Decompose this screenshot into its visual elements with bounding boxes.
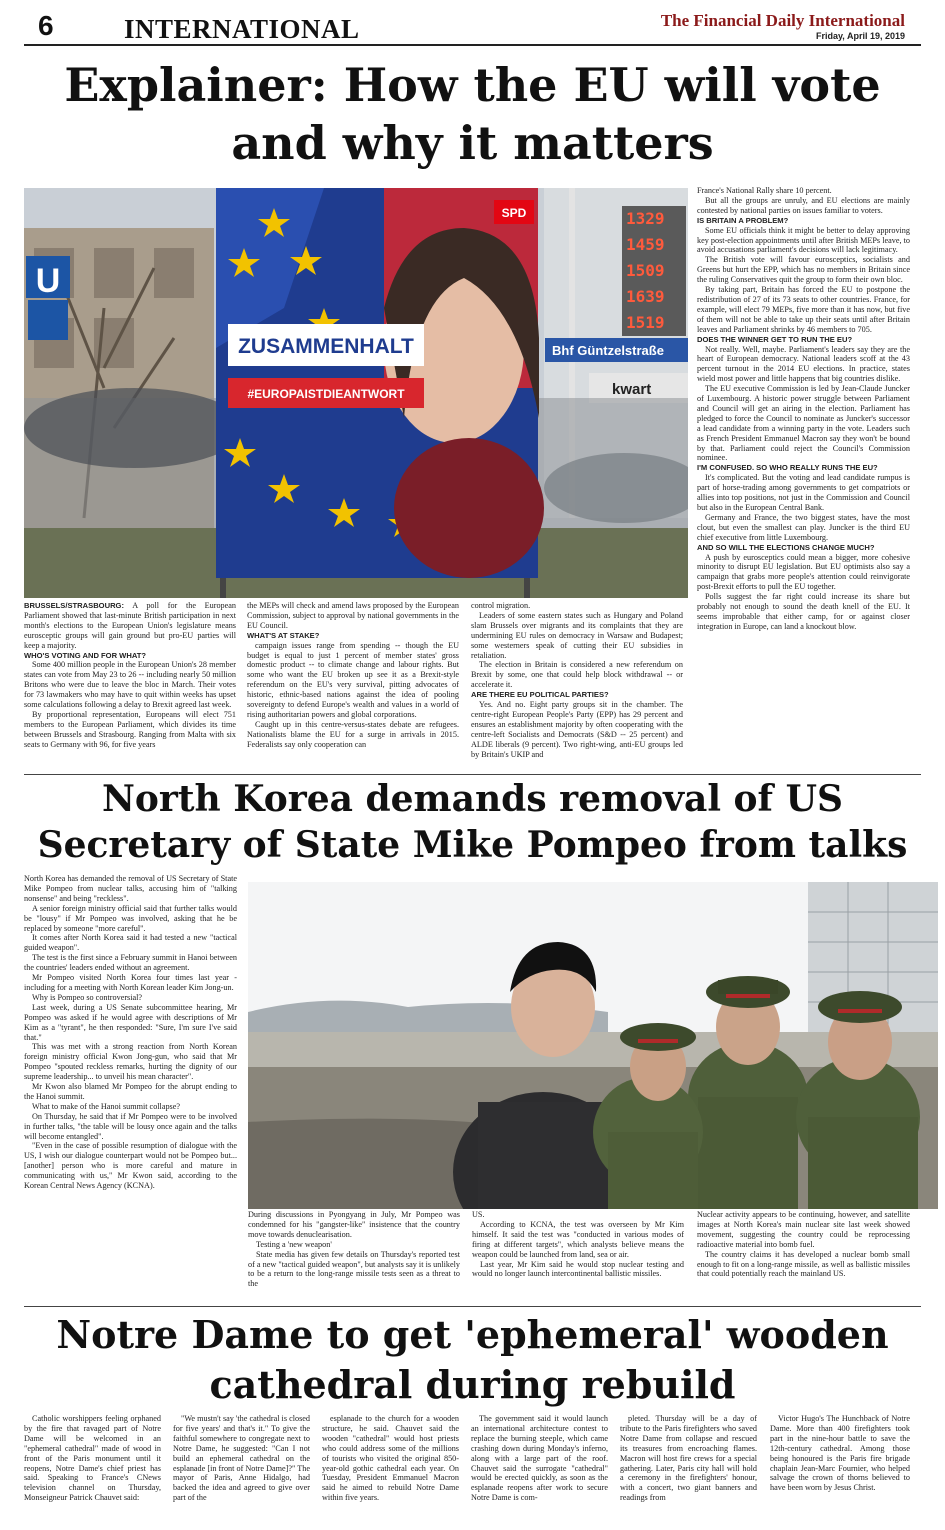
article1-paragraph: It's complicated. But the voting and lead candidate rumpus is part of horse-trading among governments to get compatriots or allies into top positions, not just in the Commission and Council but also in the European Central Bank. xyxy=(697,473,910,512)
article2-paragraph: The test is the first since a February summit in Hanoi between the countries' leaders ended without an agreement. xyxy=(24,953,237,973)
article2-paragraph: Nuclear activity appears to be continuing, however, and satellite images at North Korea's main nuclear site last week showed movement, suggesting the country could be reprocessing radioactive material into bomb fuel. xyxy=(697,1210,910,1249)
newspaper-name: The Financial Daily International xyxy=(660,11,905,30)
election-poster-photo xyxy=(24,188,688,598)
article3-paragraph: Catholic worshippers feeling orphaned by the fire that ravaged part of Notre Dame will be welcomed in an "ephemeral cathedral" made of wood in front of the Paris monument until it reopens, Notre Dame's chief priest has said. Speaking to France's CNews television channel on Thursday, Monseigneur Patrick Chauvet said: xyxy=(24,1414,161,1503)
masthead-rule xyxy=(24,44,921,46)
article2-paragraph: What to make of the Hanoi summit collapse? xyxy=(32,1101,181,1111)
article2-paragraph: During discussions in Pyongyang in July, Mr Pompeo was condemned for his "gangster-like" insistence that the country move towards denuclearisation. xyxy=(248,1210,460,1239)
article2-headline-line2: Secretary of State Mike Pompeo from talks xyxy=(37,824,908,866)
article3-headline-line2: cathedral during rebuild xyxy=(209,1362,736,1407)
article1-paragraph: the MEPs will check and amend laws proposed by the European Commission, subject to approval by national governments in the EU Council. xyxy=(247,601,459,630)
poster-party-text: SPD xyxy=(501,206,527,220)
article1-subhead: AND SO WILL THE ELECTIONS CHANGE MUCH? xyxy=(697,542,875,552)
article2-paragraph: It comes after North Korea said it had tested a new "tactical guided weapon". xyxy=(24,933,237,953)
article1-headline-line1: Explainer: How the EU will vote xyxy=(64,58,881,112)
article2-paragraph: North Korea has demanded the removal of US Secretary of State Mike Pompeo from nuclear talks, accusing him of "talking nonsense" and being "reckless". xyxy=(24,874,237,903)
section-title: INTERNATIONAL xyxy=(124,14,360,44)
issue-date: Friday, April 19, 2019 xyxy=(815,31,905,41)
article2-paragraph: Why is Pompeo so controversial? xyxy=(32,992,143,1002)
article1-subhead: WHO'S VOTING AND FOR WHAT? xyxy=(24,650,147,660)
fuel-price-1: 1329 xyxy=(626,209,665,228)
article1-paragraph: By taking part, Britain has forced the EU to postpone the redistribution of 27 of its 73 seats to other countries. France, for example, will elect 79 MEPs, five more than it has now, but five of them will not be able to take up their seats until after Britain leaves and Parliament shrinks by 46 members to 705. xyxy=(697,285,910,334)
fuel-price-5: 1519 xyxy=(626,313,665,332)
article2-headline xyxy=(24,776,921,868)
article2-paragraph: A senior foreign ministry official said that further talks would be "lousy" if Mr Pompeo was involved, asking that he be replaced by someone "more careful". xyxy=(24,903,237,933)
article3-column-1 xyxy=(24,1414,161,1526)
article3-column-5 xyxy=(620,1414,757,1526)
article-divider xyxy=(24,1306,921,1307)
article1-paragraph: The British vote will favour eurosceptics, socialists and Greens but hurt the EPP, which has no members in Britain since the ruling Conservatives quit the group to form their own bloc. xyxy=(697,255,910,285)
u-bahn-sign-text: U xyxy=(35,262,61,300)
article2-paragraph: This was met with a strong reaction from North Korean foreign ministry official Kwon Jong-gun, who said that Mr Pompeo "spouted reckless remarks, hurting the dignity of our supreme leadership... to unveil his mean character". xyxy=(24,1042,237,1082)
article1-paragraph: campaign issues range from spending -- though the EU budget is equal to just 1 percent of member states' gross domestic product -- to climate change and labour rights. But some who want the EU broken up see it as a Brexit-style referendum on the EU's very survival, pitting advocates of historic, ethnic-based nations against the idea of pooling sovereignty to defend Europe's wealth and values in a world of rising authoritarian powers and global corporations. xyxy=(247,640,459,719)
article3-paragraph: pleted. Thursday will be a day of tribute to the Paris firefighters who saved Notre Dame from collapse and rescued its treasures from encroaching flames. Macron will host fire crews for a special gathering. Later, Paris city hall will hold a ceremony in the firefighters' honour, with a concert, two giant banners and readings from xyxy=(620,1414,757,1503)
article1-dateline: BRUSSELS/STRASBOURG: xyxy=(24,601,124,610)
article1-subhead: WHAT'S AT STAKE? xyxy=(247,630,320,640)
article2-column-4 xyxy=(697,1210,910,1304)
article2-photo xyxy=(248,882,938,1209)
article2-paragraph: Last week, during a US Senate subcommittee hearing, Mr Pompeo was asked if he would agree with descriptions of Mr Kim as a "tyrant", he then responded: "Sure, I'm sure I've said that." xyxy=(24,1002,237,1042)
article2-paragraph: Mr Kwon also blamed Mr Pompeo for the abrupt ending to the Hanoi summit. xyxy=(24,1082,237,1101)
fuel-price-3: 1509 xyxy=(626,261,665,280)
article1-paragraph: Germany and France, the two biggest states, have the most clout, but even the smallest can play. Juncker is the third EU chief executive from little Luxembourg. xyxy=(697,512,910,542)
article1-paragraph: A push by eurosceptics could mean a bigger, more cohesive minority to disrupt EU legislation. But EU optimists also say a campaign that grabs more people's attention could reinvigorate post-Brexit efforts to pull the EU together. xyxy=(697,552,910,592)
article2-paragraph: On Thursday, he said that if Mr Pompeo were to be involved in further talks, "the table will be lousy once again and the talks will become entangled". xyxy=(24,1111,237,1141)
article3-column-2 xyxy=(173,1414,310,1526)
article3-headline xyxy=(24,1310,921,1410)
article1-photo xyxy=(24,188,688,598)
article3-paragraph: "We mustn't say 'the cathedral is closed for five years' and that's it." To give the faithful somewhere to congregate next to Notre Dame, he suggested: "Can I not build an ephemeral cathedral on the esplanade [in front of Notre Dame]?" The mayor of Paris, Anne Hidalgo, had backed the idea and agreed to give over part of the xyxy=(173,1414,310,1503)
article1-headline xyxy=(24,56,921,172)
article1-paragraph: France's National Rally share 10 percent. xyxy=(697,186,832,195)
station-sign-text: Bhf Güntzelstraße xyxy=(552,343,664,358)
article3-paragraph: The government said it would launch an international architecture contest to replace the burning steeple, which came crashing down during Monday's inferno, along with a large part of the roof. Chauvet said the surrogate "cathedral" would be erected quickly, as soon as the esplanade reopens after work to secure Notre Dame is com- xyxy=(471,1414,608,1503)
article1-column-1 xyxy=(24,601,236,771)
article1-column-2 xyxy=(247,601,459,771)
article1-paragraph: The EU executive Commission is led by Jean-Claude Juncker of Luxembourg. A historic power struggle between Parliament and Council will get an airing in the election. Parliament has pledged to force the Council to nominate as Juncker's successor a lead candidate from a winning party in the vote. Leaders such as French President Emmanuel Macron say they won't be bound by that. Parliament could reject the Council's Commission nominee. xyxy=(697,384,910,463)
poster-hashtag-text: #EUROPAISTDIEANTWORT xyxy=(247,387,405,401)
article2-paragraph: US. xyxy=(472,1210,485,1219)
article1-paragraph: control migration. xyxy=(471,601,531,610)
article1-headline-line2: and why it matters xyxy=(231,116,714,170)
article2-column-2 xyxy=(248,1210,460,1304)
article2-paragraph: State media has given few details on Thursday's reported test of a new "tactical guided weapon", but analysts say it is unlikely to be a return to the long-range missile tests seen as a threat to the xyxy=(248,1249,460,1289)
article2-column-1 xyxy=(24,874,237,1302)
article1-paragraph: Yes. And no. Eight party groups sit in the chamber. The centre-right European People's Party (EPP) has 29 percent and ensures an establishment majority by often cooperating with the centre-left Socialists and Democrats (S&D -- 25 percent) and ALDE liberals (9 percent). Two right-wing, anti-EU groups led by Britain's UKIP and xyxy=(471,700,683,759)
shop-sign-text: kwart xyxy=(612,381,652,398)
article2-paragraph: Testing a 'new weapon' xyxy=(256,1239,332,1249)
article1-paragraph: By proportional representation, Europeans will elect 751 members to the European Parliament, which divides its time between Brussels and Strasbourg. Ranging from Malta with six seats to Germany with 96, for five years xyxy=(24,709,236,749)
fuel-price-2: 1459 xyxy=(626,235,665,254)
article1-subhead: ARE THERE EU POLITICAL PARTIES? xyxy=(471,690,609,700)
article-divider xyxy=(24,774,921,775)
article1-column-3 xyxy=(471,601,683,771)
article2-column-3 xyxy=(472,1210,684,1304)
article2-paragraph: Last year, Mr Kim said he would stop nuclear testing and would no longer launch intercontinental ballistic missiles. xyxy=(472,1259,684,1279)
article2-paragraph: According to KCNA, the test was overseen by Mr Kim himself. It said the test was "conducted in various modes of firing at different targets", which analysts believe means the weapon could be launched from land, sea or air. xyxy=(472,1219,684,1259)
article1-paragraph: Some EU officials think it might be better to delay approving key post-election appointments until after British MEPs leave, to avoid accusations parliament's decisions will lack legitimacy. xyxy=(697,225,910,255)
article1-paragraph: But all the groups are unruly, and EU elections are mainly contested by national parties on issues familiar to voters. xyxy=(697,195,910,215)
article1-subhead: DOES THE WINNER GET TO RUN THE EU? xyxy=(697,334,853,344)
page-number: 6 xyxy=(38,10,54,41)
article3-column-4 xyxy=(471,1414,608,1526)
article1-paragraph: Caught up in this centre-versus-states debate are refugees. Nationalists blame the EU for a surge in arrivals in 2015. Federalists say only cooperation can xyxy=(247,719,459,749)
fuel-price-4: 1639 xyxy=(626,287,665,306)
article2-paragraph: "Even in the case of possible resumption of dialogue with the US, I wish our dialogue counterpart would not be Pompeo but... [another] person who is more careful and mature in communicating with us," Mr Kwon said, according to the Korean Central News Agency (KCNA). xyxy=(24,1141,237,1191)
article3-column-6 xyxy=(770,1414,910,1526)
article3-paragraph: esplanade to the church for a wooden structure, he said. Chauvet said the wooden "cathedral" would host priests who could address some of the millions of tourists who visited the original 850-year-old gothic cathedral each year. On Tuesday, President Emmanuel Macron said he aimed to rebuild Notre Dame within five years. xyxy=(322,1414,459,1503)
article3-headline-line1: Notre Dame to get 'ephemeral' wooden xyxy=(56,1312,889,1357)
article3-paragraph: Victor Hugo's The Hunchback of Notre Dame. More than 400 firefighters took part in the nine-hour battle to save the 12th-century cathedral. Among those being honoured is the Paris fire brigade chaplain Jean-Marc Fournier, who helped salvage the crown of thorns believed to have been worn by Jesus Christ. xyxy=(770,1414,910,1493)
article1-subhead: IS BRITAIN A PROBLEM? xyxy=(697,215,789,225)
article2-paragraph: The country claims it has developed a nuclear bomb small enough to fit on a long-range missile, as well as ballistic missiles that could potentially reach the mainland US. xyxy=(697,1249,910,1279)
article1-paragraph: Some 400 million people in the European Union's 28 member states can vote from May 23 to 26 -- including nearly 50 million Britons who were due to leave the bloc in March. Their votes for 73 lawmakers who may have to quit within weeks has upset some calculations following a delay to Brexit agreed last week. xyxy=(24,660,236,710)
kim-jong-un-photo xyxy=(248,882,938,1209)
article1-paragraph: The election in Britain is considered a new referendum on Brexit by some, one that could help block withdrawal -- or accelerate it. xyxy=(471,660,683,690)
article1-paragraph: Leaders of some eastern states such as Hungary and Poland slam Brussels over migrants and its complaints that they are undermining EU rules on democracy in Warsaw and Budapest; some westerners speak of cutting their EU subsidies in retaliation. xyxy=(471,610,683,660)
article1-paragraph: Not really. Well, maybe. Parliament's leaders say they are the heart of European democracy. National leaders scoff at the 43 percent turnout in the 2014 EU elections. In practice, states wield most power and little happens that big countries dislike. xyxy=(697,344,910,384)
article1-subhead: I'M CONFUSED. SO WHO REALLY RUNS THE EU? xyxy=(697,463,878,473)
article1-paragraph: A poll for the European Parliament showed that last-minute British participation in next month's elections to the European Union's legislature means eurosceptic groups will gain ground but pro-EU parties will keep a majority. xyxy=(24,601,236,650)
poster-slogan-text: ZUSAMMENHALT xyxy=(238,335,414,358)
article1-paragraph: Polls suggest the far right could increase its share but probably not enough to sound the death knell of the EU. It seems improbable that either camp, for or against closer integration in Europe, can land a knockout blow. xyxy=(697,592,910,631)
article2-paragraph: Mr Pompeo visited North Korea four times last year - including for a meeting with North Korean leader Kim Jong-un. xyxy=(24,973,237,992)
article3-column-3 xyxy=(322,1414,459,1526)
article2-headline-line1: North Korea demands removal of US xyxy=(102,778,843,820)
article1-column-4 xyxy=(697,186,910,772)
